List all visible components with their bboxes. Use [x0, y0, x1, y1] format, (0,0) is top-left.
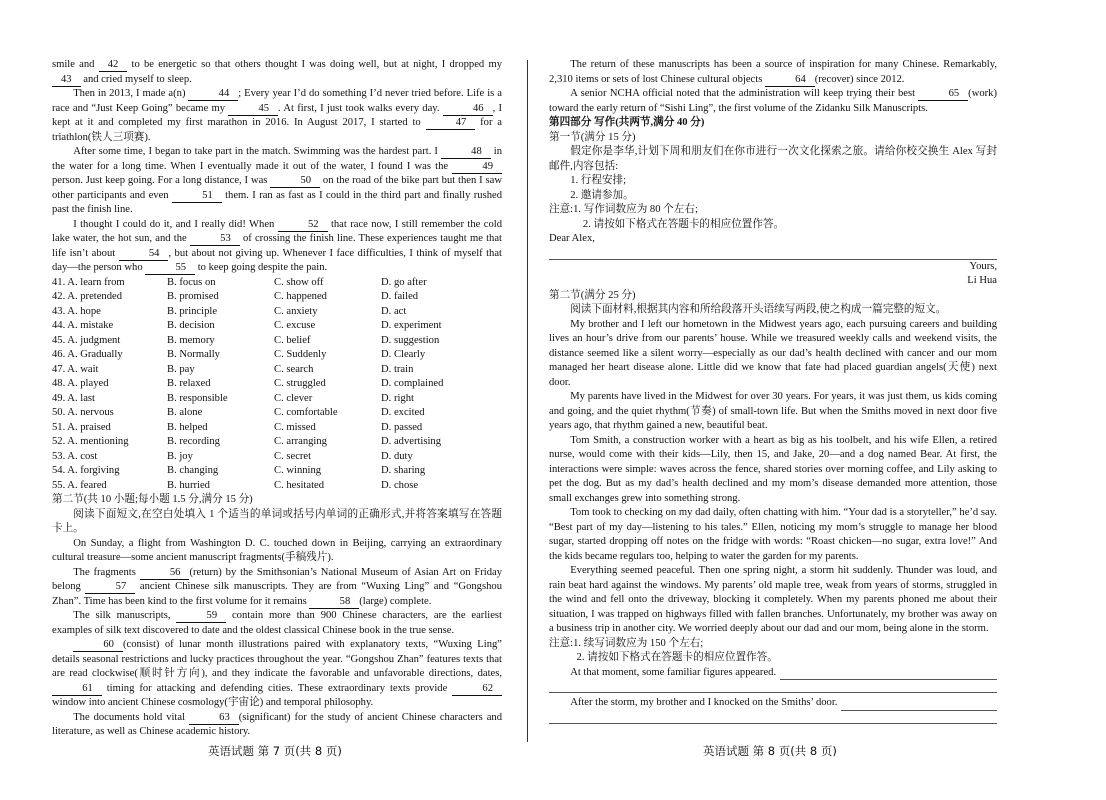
option-item: D. Clearly: [381, 349, 426, 360]
option-item: 46. A. Gradually: [52, 349, 123, 360]
cloze-paragraph-3: After some time, I began to take part in the match. Swimming was the hardest part. I 48 in the water for a long time. When I eventually made it out of the water, I found I was the 49 person. Just keep going. For a long distance, I was 50 on the road of the bike part but then I saw other participants and even 51 them. I ran as fast as I could in the third part and finally rushed past the finish line.: [52, 146, 503, 215]
story-paragraph-1: My brother and I left our hometown in the Midwest years ago, each pursuing careers and building lives an hour’s drive from our parents’ house. While we treasured weekly calls and weekend visits, the distance seemed like a silent worry—especially as our dad’s health declined with cancer and our mom managed her heart disease alone. Little did we know that fate had placed guardian angels(天使) next door.: [549, 318, 997, 388]
option-item: D. act: [381, 305, 407, 317]
option-item: B. hurried: [167, 479, 210, 491]
story-paragraph-5: Everything seemed peaceful. Then one spring night, a storm hit suddenly. Thunder was loud, and rain beat hard against the windows. My parents’ old maple tree, weak from years of storms, struggled in the wind and fell onto the driveway, blocking it completely. When my parents phoned me about their situation, I was trapped on highways filled with fallen branches. Unfortunately, my brother was away on a business trip in another city. We worried deeply about our dad and our mom, being alone in the storm.: [549, 565, 997, 634]
cloze-options: [52, 276, 502, 494]
option-item: 53. A. cost: [52, 450, 98, 462]
option-item: C. comfortable: [274, 407, 338, 418]
answer-blank: 43: [52, 74, 81, 87]
writing-section-1-title: 第一节(满分 15 分): [549, 131, 636, 143]
part-4-title: 第四部分 写作(共两节,满分 40 分): [549, 117, 705, 128]
option-item: 50. A. nervous: [52, 407, 114, 418]
option-item: B. changing: [167, 465, 219, 476]
option-item: C. search: [274, 363, 314, 375]
letter-greeting: Dear Alex,: [549, 233, 595, 244]
option-item: C. clever: [274, 392, 313, 404]
option-item: D. complained: [381, 378, 444, 389]
answer-blank: 42: [99, 59, 128, 72]
option-item: B. pay: [167, 363, 195, 375]
continuation-start-2: [549, 696, 997, 711]
option-item: 51. A. praised: [52, 421, 111, 433]
page-footer-right: 英语试题 第 8 页(共 8 页): [703, 744, 837, 758]
option-item: D. chose: [381, 479, 419, 491]
grammar-paragraph-1: On Sunday, a flight from Washington D. C. touched down in Beijing, carrying an extraordinary cultural treasure—some ancient manuscript fragments(手稿残片).: [52, 537, 502, 563]
answer-blank: 63: [189, 712, 239, 725]
answer-line: [549, 711, 997, 724]
answer-blank: 51: [172, 190, 222, 203]
option-item: 44. A. mistake: [52, 320, 114, 331]
column-divider: [527, 60, 528, 742]
writing-section-1-prompt: 假定你是李华,计划下周和朋友们在你市进行一次文化探索之旅。请给你校交换生 Alex 写封邮件,内容包括:: [549, 146, 997, 172]
grammar-paragraph-2: The fragments 56 (return) by the Smithsonian’s National Museum of Asian Art on Friday belong 57 ancient Chinese silk manuscripts. They are from “Wuxing Ling” and “Gongshou Zhan”. Time has been kind to the first volume for it remains 58 (large) complete.: [52, 566, 502, 607]
option-item: C. struggled: [274, 378, 326, 389]
option-item: B. focus on: [167, 276, 216, 288]
option-item: B. responsible: [167, 392, 228, 404]
answer-blank: 58: [309, 596, 359, 609]
option-item: B. promised: [167, 291, 219, 302]
writing-point-2: 2. 邀请参加。: [570, 189, 634, 201]
writing-section-2-title: 第二节(满分 25 分): [549, 289, 636, 301]
cloze-paragraph-2: Then in 2013, I made a(n) 44 ; Every year I’d do something I’d never tried before. Life is a race and “Just Keep Going” became my 45 . At first, I just took walks every day. 46 , I kept at it and completed my first marathon in 2016. In August 2017, I started to 47 for a triathlon(铁人三项赛).: [52, 88, 503, 143]
answer-blank: 60: [73, 639, 123, 652]
letter-closing: Yours,: [969, 260, 997, 272]
option-item: C. happened: [274, 291, 327, 302]
grammar-paragraph-3: The silk manuscripts, 59 contain more than 900 Chinese characters, are the earliest examples of silk text discovered to date and the oldest classical Chinese book in the true sense.: [52, 610, 502, 636]
option-item: B. decision: [167, 320, 215, 331]
continuation-start-2-text: After the storm, my brother and I knocked on the Smiths’ door.: [570, 697, 838, 708]
option-item: C. hesitated: [274, 479, 325, 491]
answer-blank: 64: [765, 74, 815, 87]
grammar-paragraph-7: A senior NCHA official noted that the administration will keep trying their best 65 (work) toward the early return of “Sishi Ling”, the first volume of the Zidanku Silk Manuscripts.: [549, 88, 997, 114]
option-item: C. secret: [274, 450, 312, 462]
option-item: D. train: [381, 363, 414, 375]
option-item: C. missed: [274, 421, 316, 433]
grammar-paragraph-5: The documents hold vital 63 (significant) for the study of ancient Chinese characters and literature, as well as Chinese academic history.: [52, 711, 502, 737]
option-item: D. suggestion: [381, 334, 440, 346]
option-item: 43. A. hope: [52, 305, 101, 317]
option-item: D. sharing: [381, 465, 426, 476]
answer-blank: 62: [452, 683, 502, 696]
continuation-start-1-text: At that moment, some familiar figures appeared.: [570, 666, 777, 678]
option-item: B. memory: [167, 334, 215, 346]
option-item: D. experiment: [381, 320, 442, 331]
section-2-instructions: 阅读下面短文,在空白处填入 1 个适当的单词或括号内单词的正确形式,并将答案填写在答题卡上。: [52, 508, 502, 534]
right-column: [549, 58, 997, 724]
answer-blank: 48: [441, 146, 491, 159]
answer-blank: 52: [278, 219, 328, 232]
story-paragraph-4: Tom took to checking on my dad daily, often chatting with him. “Your dad is a storyteller,” he’d say. “Best part of my day—listening to his tales.” Ellen, noticing my mom’s struggle to manage her blood sugar, started dropping off notes on the fridge with words: “Roast chicken—no sugar, extra love!” And the kids became regulars too, helping to water the garden for my parents.: [549, 507, 997, 562]
page-footer-left: 英语试题 第 7 页(共 8 页): [208, 744, 342, 758]
continuation-note-1: 注意:1. 续写词数应为 150 个左右;: [549, 637, 704, 649]
writing-note-1: 注意:1. 写作词数应为 80 个左右;: [549, 204, 698, 215]
answer-blank: 44: [188, 88, 238, 101]
option-item: C. belief: [274, 334, 311, 346]
continuation-start-1: [549, 666, 997, 681]
option-item: B. alone: [167, 407, 203, 418]
answer-blank: 61: [52, 683, 102, 696]
continuation-note-2: 2. 请按如下格式在答题卡的相应位置作答。: [576, 652, 778, 663]
answer-blank: 57: [85, 581, 135, 594]
answer-blank: 47: [426, 117, 476, 130]
option-item: B. helped: [167, 421, 208, 433]
story-paragraph-2: My parents have lived in the Midwest for over 30 years. For years, it was just them, us kids coming and going, and the quiet rhythm(节奏) of small-town life. But when the Smiths moved in next door five years ago, that rhythm gained a new, beautiful beat.: [549, 391, 997, 431]
story-paragraph-3: Tom Smith, a construction worker with a heart as big as his toolbelt, and his wife Ellen, a retired nurse, would come with their kids—Lily, then 15, and Jake, 20—and a dog named Bear. At first, the interactions were simple: waves across the fence, shared stories over morning coffee, and Lily asking to pet the dog. But as my dad’s health declined and my mom’s disease demanded more attention, those small exchanges grew into something strong.: [549, 434, 997, 504]
option-item: D. go after: [381, 276, 427, 288]
answer-blank: 49: [452, 161, 502, 174]
option-item: 55. A. feared: [52, 479, 107, 491]
grammar-paragraph-6: The return of these manuscripts has been a source of inspiration for many Chinese. Remarkably, 2,310 items or sets of lost Chinese cultural objects 64 (recover) since 2012.: [549, 59, 997, 85]
option-item: C. excuse: [274, 320, 316, 331]
left-column: [52, 58, 502, 740]
option-item: 49. A. last: [52, 392, 95, 404]
answer-blank: 53: [190, 233, 240, 246]
option-item: D. failed: [381, 291, 419, 302]
answer-line: [549, 680, 997, 693]
answer-line: [549, 247, 997, 260]
option-item: B. recording: [167, 436, 220, 447]
option-item: 52. A. mentioning: [52, 436, 129, 447]
answer-blank: 56: [140, 567, 190, 580]
answer-blank: 45: [228, 103, 278, 116]
option-item: C. Suddenly: [274, 349, 327, 360]
answer-blank: 59: [176, 610, 226, 623]
option-item: D. passed: [381, 421, 423, 433]
option-item: D. right: [381, 392, 414, 404]
answer-blank: 46: [443, 103, 493, 116]
letter-signature: Li Hua: [967, 275, 997, 286]
answer-blank: 55: [145, 262, 195, 275]
section-2-title: 第二节(共 10 小题;每小题 1.5 分,满分 15 分): [52, 494, 253, 505]
grammar-paragraph-4: 60 (consist) of lunar month illustrations paired with explanatory texts, “Wuxing Ling” details seasonal restrictions and lucky practices throughout the year. “Gongshou Zhan” features texts that are read clockwise(顺时针方向), and they indicate the favorable and unfavorable directions, dates, 61 timing for attacking and defending cities. These extraordinary texts provide 62 window into ancient Chinese cosmology(宇宙论) and temporal philosophy.: [52, 639, 502, 708]
option-item: 54. A. forgiving: [52, 465, 120, 476]
answer-blank: 50: [270, 175, 320, 188]
answer-blank: 65: [918, 88, 968, 101]
option-item: B. relaxed: [167, 378, 211, 389]
option-item: D. advertising: [381, 436, 442, 447]
option-item: D. excited: [381, 407, 425, 418]
option-item: 45. A. judgment: [52, 334, 121, 346]
cloze-paragraph-1: smile and 42 to be energetic so that others thought I was doing well, but at night, I dropped my 43 and cried myself to sleep.: [52, 59, 502, 85]
option-item: 47. A. wait: [52, 363, 99, 375]
option-item: C. arranging: [274, 436, 327, 447]
option-item: D. duty: [381, 450, 413, 462]
cloze-paragraph-4: I thought I could do it, and I really did! When 52 that race now, I still remember the cold lake water, the hot sun, and the 53 of crossing the finish line. These experiences taught me that life isn’t about 54 , but about not giving up. Whenever I face difficulties, I think of myself that day—the person who 55 to keep going despite the pain.: [52, 218, 503, 273]
option-item: C. anxiety: [274, 305, 318, 317]
writing-section-2-instructions: 阅读下面材料,根据其内容和所给段落开头语续写两段,使之构成一篇完整的短文。: [570, 304, 947, 315]
option-item: 48. A. played: [52, 378, 109, 389]
option-item: C. winning: [274, 465, 322, 476]
writing-note-2: 2. 请按如下格式在答题卡的相应位置作答。: [582, 218, 785, 230]
option-item: 42. A. pretended: [52, 291, 123, 302]
option-item: C. show off: [274, 276, 324, 288]
answer-blank: 54: [119, 248, 169, 261]
option-item: 41. A. learn from: [52, 276, 125, 288]
writing-point-1: 1. 行程安排;: [570, 175, 627, 186]
option-item: B. principle: [167, 305, 218, 317]
option-item: B. joy: [167, 450, 193, 462]
option-item: B. Normally: [167, 349, 220, 360]
